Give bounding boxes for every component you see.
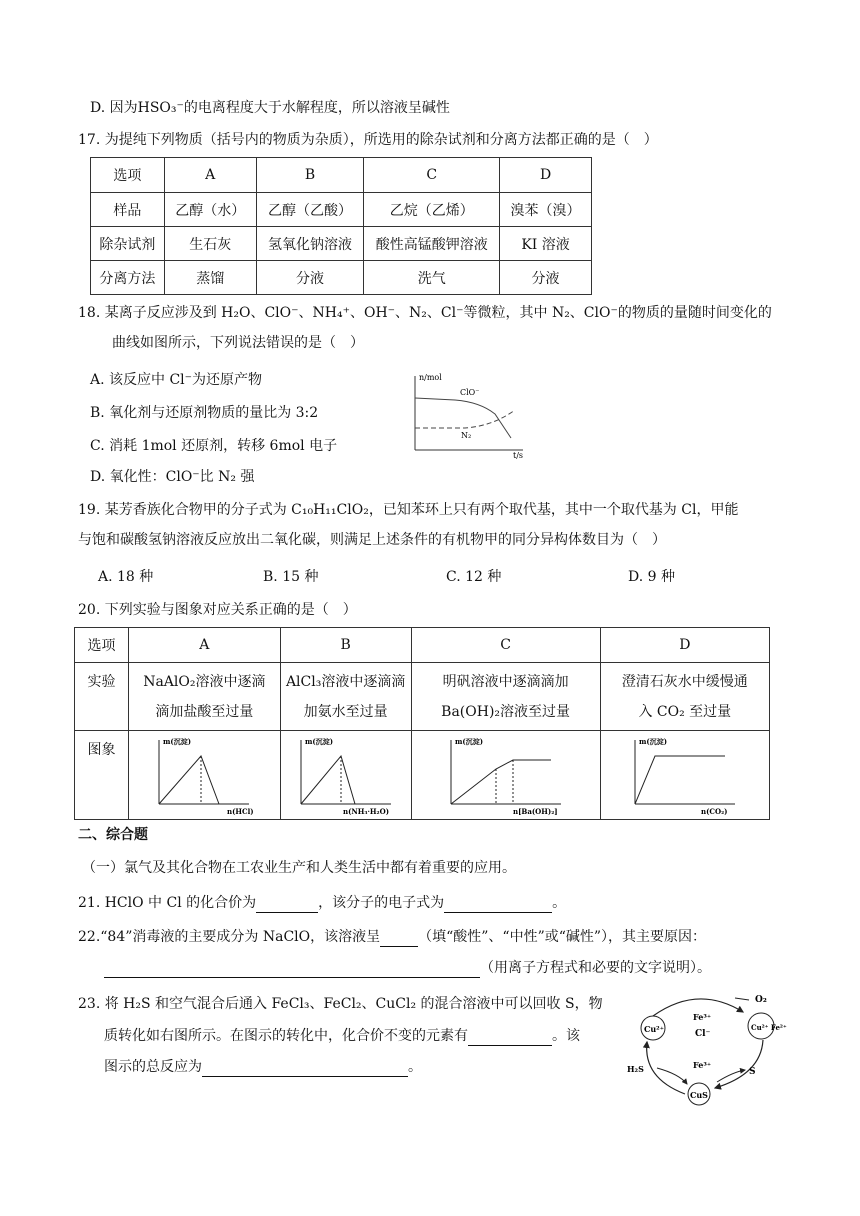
q20-cell: D — [600, 628, 769, 663]
q17-cell: 样品 — [91, 193, 165, 227]
q18-option-a: A. 该反应中 Cl⁻为还原产物 — [90, 372, 263, 388]
section-2-intro: （一）氯气及其化合物在工农业生产和人类生活中都有着重要的应用。 — [82, 860, 516, 876]
q17-cell: 除杂试剂 — [91, 227, 165, 261]
svg-text:m(沉淀): m(沉淀) — [638, 737, 667, 746]
q19-option-b: B. 15 种 — [263, 569, 319, 585]
svg-text:Fe³⁺: Fe³⁺ — [693, 1060, 712, 1070]
q17-cell: C — [364, 158, 500, 193]
q20-table — [74, 627, 770, 820]
q19-option-a: A. 18 种 — [98, 569, 154, 585]
q22-blank-2[interactable] — [104, 959, 480, 978]
q16-option-d: D. 因为HSO₃⁻的电离程度大于水解程度，所以溶液呈碱性 — [90, 100, 450, 116]
q17-cell: 分液 — [256, 261, 364, 295]
q17-cell: 乙烷（乙烯） — [364, 193, 500, 227]
svg-text:m(沉淀): m(沉淀) — [163, 737, 192, 746]
svg-text:Cl⁻: Cl⁻ — [695, 1029, 711, 1039]
svg-text:m(沉淀): m(沉淀) — [304, 737, 333, 746]
q18-graph-ylabel: n/mol — [419, 373, 442, 382]
q18-graph-xlabel: t/s — [513, 451, 524, 460]
q17-cell: 分离方法 — [91, 261, 165, 295]
clo-label: ClO⁻ — [460, 388, 480, 397]
q23-line-2: 质转化如右图所示。在图示的转化中，化合价不变的元素有 。该 — [104, 1028, 580, 1044]
q17-cell: B — [256, 158, 364, 193]
svg-text:Fe³⁺: Fe³⁺ — [693, 1012, 712, 1022]
q17-cell: 洗气 — [364, 261, 500, 295]
q22-blank-1[interactable] — [380, 928, 418, 947]
svg-text:S: S — [749, 1067, 756, 1077]
q17-cell: 酸性高锰酸钾溶液 — [364, 227, 500, 261]
q22-line-2: （用离子方程式和必要的文字说明）。 — [104, 958, 711, 978]
q17-cell: 选项 — [91, 158, 165, 193]
n2-curve — [415, 410, 515, 428]
q23-line-3: 图示的总反应为 。 — [104, 1059, 422, 1075]
q21-blank-2[interactable] — [444, 894, 552, 913]
q17-cell: 溴苯（溴） — [500, 193, 592, 227]
svg-text:n[Ba(OH)₂]: n[Ba(OH)₂] — [512, 807, 558, 816]
q20-graph-a — [129, 731, 281, 820]
q17-cell: 生石灰 — [164, 227, 256, 261]
section-2-title: 二、综合题 — [78, 827, 148, 843]
q17-cell: 氢氧化钠溶液 — [256, 227, 364, 261]
q20-cell: C — [411, 628, 600, 663]
q23-cycle-diagram — [623, 988, 787, 1106]
svg-text:H₂S: H₂S — [627, 1064, 644, 1074]
q19-stem-2: 与饱和碳酸氢钠溶液反应放出二氧化碳，则满足上述条件的有机物甲的同分异构体数目为（ ） — [78, 532, 666, 548]
q17-cell: 乙醇（水） — [164, 193, 256, 227]
q20-graph-b — [280, 731, 411, 820]
q20-exp-b: AlCl₃溶液中逐滴滴 加氨水至过量 — [280, 663, 411, 731]
q22: 22.“84”消毒液的主要成分为 NaClO，该溶液呈 （填“酸性”、“中性”或“碱性”），其主要原因： — [78, 929, 707, 945]
q20-stem: 20. 下列实验与图象对应关系正确的是（ ） — [78, 602, 357, 618]
q17-stem: 17. 为提纯下列物质（括号内的物质为杂质），所选用的除杂试剂和分离方法都正确的是（ ） — [78, 132, 658, 148]
q23-blank-2[interactable] — [202, 1058, 408, 1077]
n2-label: N₂ — [461, 431, 472, 440]
q17-cell: KI 溶液 — [500, 227, 592, 261]
q20-cell: B — [280, 628, 411, 663]
q17-cell: 分液 — [500, 261, 592, 295]
q20-graph-d — [600, 731, 769, 820]
svg-text:Cu²⁺: Cu²⁺ — [644, 1024, 664, 1034]
q18-option-d: D. 氧化性：ClO⁻比 N₂ 强 — [90, 469, 255, 485]
svg-text:CuS: CuS — [690, 1090, 708, 1100]
svg-text:n(HCl): n(HCl) — [227, 807, 254, 816]
q17-cell: D — [500, 158, 592, 193]
q23-blank-1[interactable] — [468, 1027, 552, 1046]
svg-text:n(NH₃·H₂O): n(NH₃·H₂O) — [342, 807, 389, 816]
q18-graph — [405, 370, 535, 460]
q20-exp-c: 明矾溶液中逐滴滴加 Ba(OH)₂溶液至过量 — [411, 663, 600, 731]
q17-cell: 乙醇（乙酸） — [256, 193, 364, 227]
q20-cell: 实验 — [75, 663, 129, 731]
q19-stem-1: 19. 某芳香族化合物甲的分子式为 C₁₀H₁₁ClO₂，已知苯环上只有两个取代基，其中一个取代基为 Cl，甲能 — [78, 502, 739, 518]
q18-stem-2: 曲线如图所示，下列说法错误的是（ ） — [112, 335, 364, 351]
q17-cell: 蒸馏 — [164, 261, 256, 295]
q20-graph-c — [411, 731, 600, 820]
q17-cell: A — [164, 158, 256, 193]
q20-cell: 选项 — [75, 628, 129, 663]
q19-option-d: D. 9 种 — [628, 569, 675, 585]
svg-text:n(CO₂): n(CO₂) — [700, 807, 728, 816]
q20-cell: A — [129, 628, 281, 663]
q20-exp-a: NaAlO₂溶液中逐滴 滴加盐酸至过量 — [129, 663, 281, 731]
q21-blank-1[interactable] — [256, 894, 318, 913]
q20-cell: 图象 — [75, 731, 129, 820]
svg-text:O₂: O₂ — [755, 995, 767, 1005]
q18-stem-1: 18. 某离子反应涉及到 H₂O、ClO⁻、NH₄⁺、OH⁻、N₂、Cl⁻等微粒，其中 N₂、ClO⁻的物质的量随时间变化的 — [78, 305, 772, 321]
svg-text:Cu²⁺ Fe²⁺: Cu²⁺ Fe²⁺ — [751, 1023, 787, 1032]
q21: 21. HClO 中 Cl 的化合价为 ，该分子的电子式为 。 — [78, 895, 567, 911]
q23-line-1: 23. 将 H₂S 和空气混合后通入 FeCl₃、FeCl₂、CuCl₂ 的混合溶液中可以回收 S，物 — [78, 996, 603, 1012]
svg-text:m(沉淀): m(沉淀) — [454, 737, 483, 746]
q19-option-c: C. 12 种 — [446, 569, 502, 585]
q18-option-b: B. 氧化剂与还原剂物质的量比为 3:2 — [90, 405, 319, 421]
q18-option-c: C. 消耗 1mol 还原剂，转移 6mol 电子 — [90, 438, 338, 454]
q20-exp-d: 澄清石灰水中缓慢通 入 CO₂ 至过量 — [600, 663, 769, 731]
q17-table — [90, 157, 592, 295]
